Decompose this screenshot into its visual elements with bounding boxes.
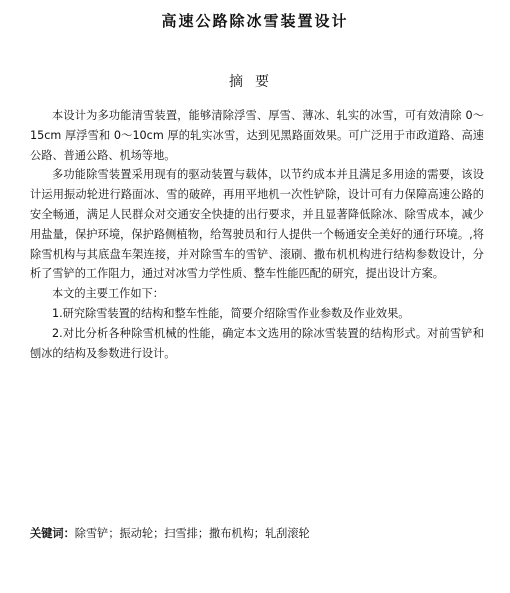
abstract-heading: 摘要 [229,74,281,90]
abstract-body [30,106,484,363]
document-title: 高速公路除冰雪装置设计 [161,12,349,30]
main-work-item-2: 2.对比分析各种除雪机械的性能，确定本文选用的除冰雪装置的结构形式。对前雪铲和刨冰的结构及参数进行设计。 [30,326,484,360]
abstract-paragraph-2: 多功能除雪装置采用现有的驱动装置与载体，以节约成本并且满足多用途的需要，该设计运用振动轮进行路面冰、雪的破碎，再用平地机一次性铲除，设计可有力保障高速公路的安全畅通，满足人民群众对交通安全快捷的出行要求，并且显著降低除冰、除雪成本，减少用盐量，保护环境，保护路侧植物，给驾驶员和行人提供一个畅通安全美好的通行环境。,将除雪机构与其底盘车架连接，并对除雪车的雪铲、滚刷、撒布机机构进行结构参数设计，分析了雪铲的工作阻力，通过对冰雪力学性质、整车性能匹配的研究，提出设计方案。 [30,168,484,281]
keywords-label: 关键词： [30,527,75,540]
keywords-line [30,525,310,543]
main-work-item-1: 1.研究除雪装置的结构和整车性能，简要介绍除雪作业参数及作业效果。 [52,306,410,320]
main-work-intro: 本文的主要工作如下： [52,287,164,301]
keywords-text: 除雪铲；振动轮；扫雪排；撒布机构；轧刮滚轮 [74,527,310,540]
abstract-paragraph-1: 本设计为多功能清雪装置，能够清除浮雪、厚雪、薄冰、轧实的冰雪，可有效清除 0～15cm 厚浮雪和 0～10cm 厚的轧实冰雪，达到见黑路面效果。可广泛用于市政道路、高速公路、普通公路、机场等地。 [30,109,484,162]
